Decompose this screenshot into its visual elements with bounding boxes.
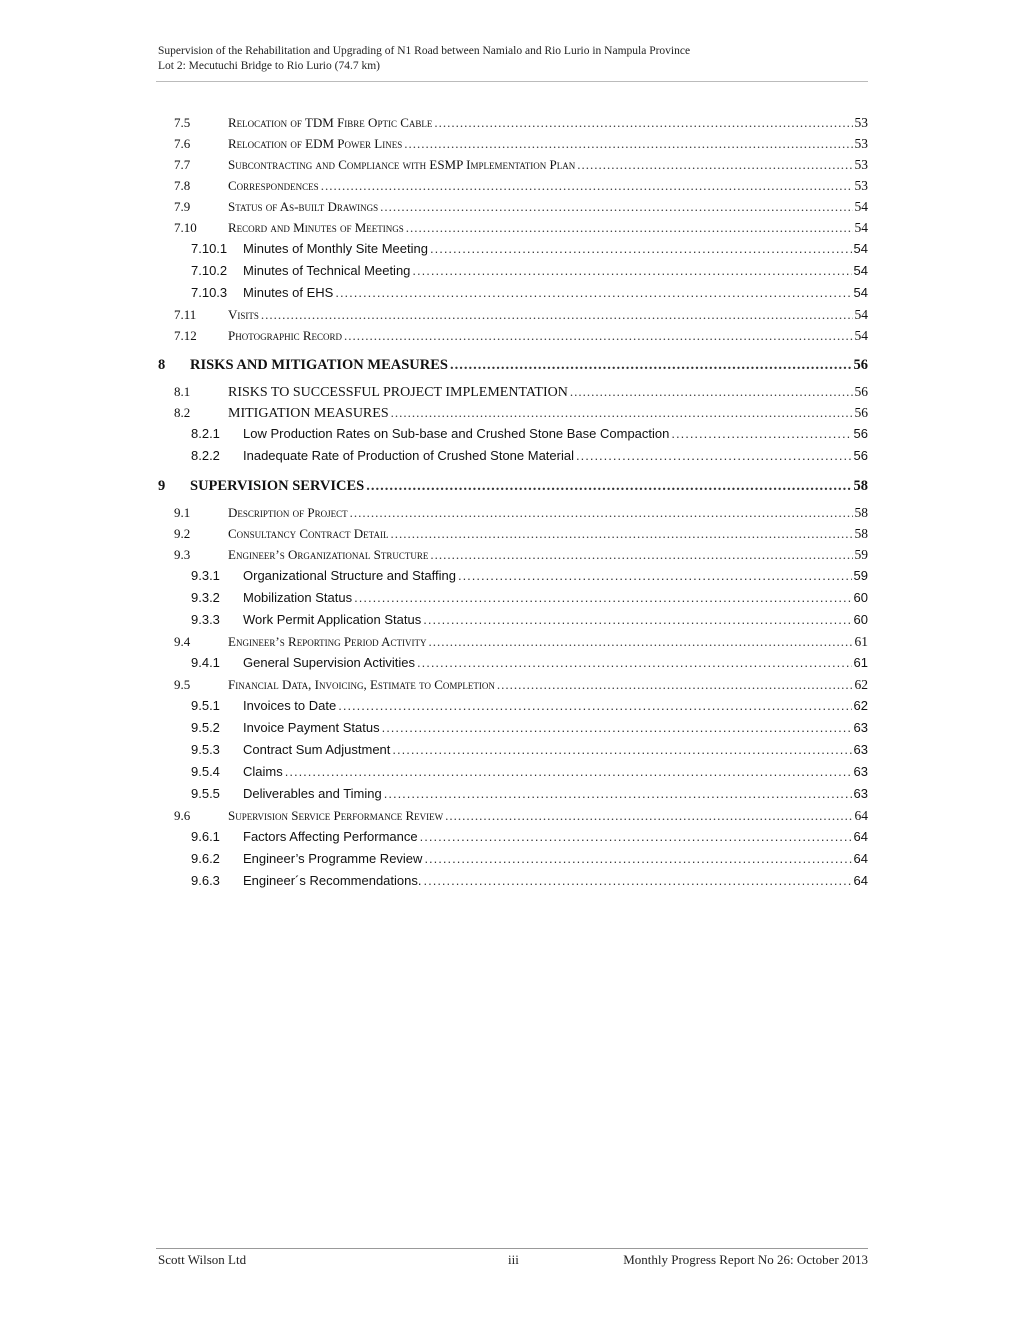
toc-entry-title: Minutes of Monthly Site Meeting <box>243 241 428 256</box>
toc-entry[interactable] <box>158 783 868 805</box>
toc-entry[interactable] <box>158 502 868 523</box>
footer-divider <box>156 1248 868 1249</box>
toc-entry-title: Engineer’s Reporting Period Activity <box>228 634 427 649</box>
toc-dot-leader <box>350 502 853 523</box>
toc-entry-title: Work Permit Application Status <box>243 612 422 627</box>
toc-entry-number: 8 <box>158 357 166 373</box>
toc-entry-number: 9.5 <box>174 677 191 692</box>
toc-entry-title: Deliverables and Timing <box>243 786 382 801</box>
toc-dot-leader <box>380 196 852 217</box>
toc-dot-leader <box>420 826 852 848</box>
toc-entry[interactable] <box>158 761 868 783</box>
toc-entry[interactable] <box>158 739 868 761</box>
toc-entry-number: 9.5.3 <box>191 742 220 757</box>
toc-entry-number: 9.5.4 <box>191 764 220 779</box>
toc-entry-page: 54 <box>853 285 868 300</box>
toc-entry-number: 9.6.3 <box>191 873 220 888</box>
toc-entry-page: 61 <box>854 634 868 649</box>
toc-entry-title: Invoice Payment Status <box>243 720 380 735</box>
toc-entry-number: 7.5 <box>174 115 191 130</box>
toc-entry-title: SUPERVISION SERVICES <box>190 478 365 494</box>
toc-entry[interactable] <box>158 154 868 175</box>
toc-entry[interactable] <box>158 381 868 402</box>
toc-entry[interactable] <box>158 609 868 631</box>
table-of-contents <box>158 112 868 892</box>
toc-dot-leader <box>497 674 853 695</box>
toc-dot-leader <box>423 870 851 892</box>
toc-dot-leader <box>406 217 853 238</box>
toc-dot-leader <box>577 154 852 175</box>
toc-entry-title: Contract Sum Adjustment <box>243 742 391 757</box>
toc-dot-leader <box>429 631 853 652</box>
toc-entry[interactable] <box>158 826 868 848</box>
toc-entry-page: 58 <box>853 478 868 494</box>
toc-entry-number: 7.8 <box>174 178 191 193</box>
toc-entry[interactable] <box>158 674 868 695</box>
toc-entry-page: 60 <box>853 612 868 627</box>
footer-report-title: Monthly Progress Report No 26: October 2013 <box>623 1252 868 1267</box>
toc-dot-leader <box>391 402 853 423</box>
toc-entry-page: 53 <box>854 136 868 151</box>
toc-entry-number: 8.2 <box>174 405 191 420</box>
toc-dot-leader <box>392 739 851 761</box>
toc-entry-title: Organizational Structure and Staffing <box>243 568 456 583</box>
toc-entry-number: 9.6 <box>174 808 191 823</box>
toc-entry-page: 58 <box>854 505 868 520</box>
toc-entry-page: 54 <box>854 328 868 343</box>
toc-entry[interactable] <box>158 652 868 674</box>
toc-entry[interactable] <box>158 587 868 609</box>
toc-entry[interactable] <box>158 848 868 870</box>
toc-entry-title: Mobilization Status <box>243 590 353 605</box>
toc-entry-number: 9.3.2 <box>191 590 220 605</box>
toc-entry-page: 53 <box>854 178 868 193</box>
toc-dot-leader <box>450 349 852 381</box>
toc-entry-title: Factors Affecting Performance <box>243 829 418 844</box>
toc-entry-page: 63 <box>853 742 868 757</box>
toc-entry-title: General Supervision Activities <box>243 655 415 670</box>
header-divider <box>156 81 868 82</box>
toc-entry[interactable] <box>158 196 868 217</box>
toc-entry-page: 64 <box>853 873 868 888</box>
toc-entry-page: 59 <box>853 568 868 583</box>
toc-entry[interactable] <box>158 238 868 260</box>
header-line-2: Lot 2: Mecutuchi Bridge to Rio Lurio (74.7 km) <box>158 60 380 72</box>
toc-dot-leader <box>285 761 852 783</box>
toc-entry-page: 62 <box>853 698 868 713</box>
toc-entry-page: 63 <box>853 786 868 801</box>
toc-dot-leader <box>338 695 851 717</box>
toc-dot-leader <box>430 238 852 260</box>
toc-dot-leader <box>261 304 853 325</box>
toc-entry[interactable] <box>158 695 868 717</box>
toc-entry-title: RISKS TO SUCCESSFUL PROJECT IMPLEMENTATION <box>228 385 568 400</box>
toc-entry[interactable] <box>158 717 868 739</box>
toc-entry-title: Subcontracting and Compliance with ESMP Implementation Plan <box>228 157 576 172</box>
toc-entry-number: 8.1 <box>174 384 191 399</box>
toc-entry-title: Invoices to Date <box>243 698 337 713</box>
toc-entry[interactable] <box>158 565 868 587</box>
toc-dot-leader <box>390 523 852 544</box>
toc-entry-page: 62 <box>854 677 868 692</box>
toc-entry-title: Minutes of EHS <box>243 285 334 300</box>
toc-entry[interactable] <box>158 260 868 282</box>
toc-entry-title: RISKS AND MITIGATION MEASURES <box>190 357 448 373</box>
toc-entry-page: 54 <box>854 307 868 322</box>
toc-dot-leader <box>404 133 852 154</box>
toc-entry-title: Record and Minutes of Meetings <box>228 220 404 235</box>
toc-entry-number: 9.6.1 <box>191 829 220 844</box>
toc-dot-leader <box>335 282 851 304</box>
toc-entry-page: 64 <box>853 851 868 866</box>
toc-entry-page: 61 <box>853 655 868 670</box>
toc-entry-title: Description of Project <box>228 505 348 520</box>
toc-entry-page: 56 <box>854 405 868 420</box>
toc-entry[interactable] <box>158 805 868 826</box>
toc-entry-number: 7.12 <box>174 328 197 343</box>
toc-entry[interactable] <box>158 523 868 544</box>
toc-dot-leader <box>344 325 853 346</box>
toc-entry[interactable] <box>158 544 868 565</box>
toc-entry-title: MITIGATION MEASURES <box>228 406 389 421</box>
toc-entry[interactable] <box>158 631 868 652</box>
toc-entry[interactable] <box>158 282 868 304</box>
toc-entry-page: 64 <box>854 808 868 823</box>
toc-dot-leader <box>434 112 852 133</box>
toc-entry[interactable] <box>158 402 868 423</box>
toc-entry-page: 63 <box>853 720 868 735</box>
toc-entry-title: Relocation of TDM Fibre Optic Cable <box>228 115 433 130</box>
toc-entry-title: Inadequate Rate of Production of Crushed Stone Material <box>243 448 574 463</box>
toc-entry[interactable] <box>158 470 868 502</box>
toc-entry-title: Claims <box>243 764 283 779</box>
toc-entry-number: 9.5.5 <box>191 786 220 801</box>
toc-entry-title: Low Production Rates on Sub-base and Crushed Stone Base Compaction <box>243 426 670 441</box>
toc-dot-leader <box>366 470 851 502</box>
toc-dot-leader <box>671 423 851 445</box>
toc-entry-number: 9.2 <box>174 526 191 541</box>
toc-entry-number: 7.6 <box>174 136 191 151</box>
toc-entry-page: 54 <box>854 199 868 214</box>
toc-entry[interactable] <box>158 304 868 325</box>
toc-entry-title: Engineer’s Organizational Structure <box>228 547 429 562</box>
footer-company: Scott Wilson Ltd <box>158 1252 247 1267</box>
toc-entry-number: 9.5.2 <box>191 720 220 735</box>
toc-entry[interactable] <box>158 133 868 154</box>
toc-entry-title: Supervision Service Performance Review <box>228 808 444 823</box>
toc-entry[interactable] <box>158 217 868 238</box>
toc-entry[interactable] <box>158 112 868 133</box>
toc-entry-page: 54 <box>853 241 868 256</box>
toc-dot-leader <box>384 783 852 805</box>
toc-entry-number: 9.5.1 <box>191 698 220 713</box>
toc-dot-leader <box>576 445 852 467</box>
toc-entry-page: 56 <box>853 426 868 441</box>
toc-entry-page: 53 <box>854 115 868 130</box>
toc-dot-leader <box>424 848 851 870</box>
toc-entry[interactable] <box>158 423 868 445</box>
toc-dot-leader <box>458 565 852 587</box>
toc-entry[interactable] <box>158 349 868 381</box>
toc-entry-page: 54 <box>854 220 868 235</box>
toc-entry-number: 9.3 <box>174 547 191 562</box>
toc-entry-title: Consultancy Contract Detail <box>228 526 389 541</box>
toc-entry-number: 9.4 <box>174 634 191 649</box>
toc-entry[interactable] <box>158 325 868 346</box>
toc-entry-number: 7.11 <box>174 307 197 322</box>
toc-entry-page: 63 <box>853 764 868 779</box>
toc-entry-number: 8.2.1 <box>191 426 220 441</box>
page-number: iii <box>508 1252 519 1267</box>
toc-entry-number: 9.6.2 <box>191 851 220 866</box>
toc-dot-leader <box>354 587 851 609</box>
toc-entry-title: Correspondences <box>228 178 319 193</box>
toc-entry-number: 7.10 <box>174 220 197 235</box>
toc-entry-number: 7.10.3 <box>191 285 228 300</box>
toc-entry[interactable] <box>158 445 868 467</box>
toc-entry-number: 7.10.1 <box>191 241 228 256</box>
toc-entry-title: Relocation of EDM Power Lines <box>228 136 403 151</box>
toc-entry-title: Minutes of Technical Meeting <box>243 263 411 278</box>
toc-entry-page: 58 <box>854 526 868 541</box>
toc-entry-number: 9.3.3 <box>191 612 220 627</box>
toc-entry[interactable] <box>158 175 868 196</box>
toc-dot-leader <box>445 805 852 826</box>
toc-entry-page: 64 <box>853 829 868 844</box>
toc-dot-leader <box>412 260 851 282</box>
toc-entry-number: 9.3.1 <box>191 568 220 583</box>
toc-entry-number: 9 <box>158 478 166 494</box>
toc-entry-number: 9.1 <box>174 505 191 520</box>
toc-entry-page: 53 <box>854 157 868 172</box>
toc-entry-number: 7.7 <box>174 157 191 172</box>
toc-entry-number: 7.9 <box>174 199 191 214</box>
toc-entry-title: Financial Data, Invoicing, Estimate to Completion <box>228 677 495 692</box>
toc-entry[interactable] <box>158 870 868 892</box>
toc-entry-title: Engineer´s Recommendations. <box>243 873 422 888</box>
toc-entry-page: 56 <box>853 357 868 373</box>
toc-entry-title: Visits <box>228 307 259 322</box>
toc-dot-leader <box>570 381 853 402</box>
toc-dot-leader <box>321 175 853 196</box>
toc-entry-page: 54 <box>853 263 868 278</box>
toc-entry-page: 56 <box>853 448 868 463</box>
toc-entry-title: Engineer’s Programme Review <box>243 851 423 866</box>
toc-entry-number: 7.10.2 <box>191 263 228 278</box>
toc-entry-page: 60 <box>853 590 868 605</box>
toc-dot-leader <box>417 652 852 674</box>
toc-entry-page: 56 <box>854 384 868 399</box>
header-line-1: Supervision of the Rehabilitation and Upgrading of N1 Road between Namialo and Rio Lurio in Nampula Province <box>158 45 691 57</box>
toc-entry-title: Status of As-built Drawings <box>228 199 379 214</box>
toc-dot-leader <box>430 544 852 565</box>
toc-entry-title: Photographic Record <box>228 328 342 343</box>
toc-entry-number: 8.2.2 <box>191 448 220 463</box>
toc-dot-leader <box>382 717 852 739</box>
page-header <box>158 44 868 74</box>
toc-entry-page: 59 <box>854 547 868 562</box>
toc-entry-number: 9.4.1 <box>191 655 220 670</box>
toc-dot-leader <box>423 609 851 631</box>
